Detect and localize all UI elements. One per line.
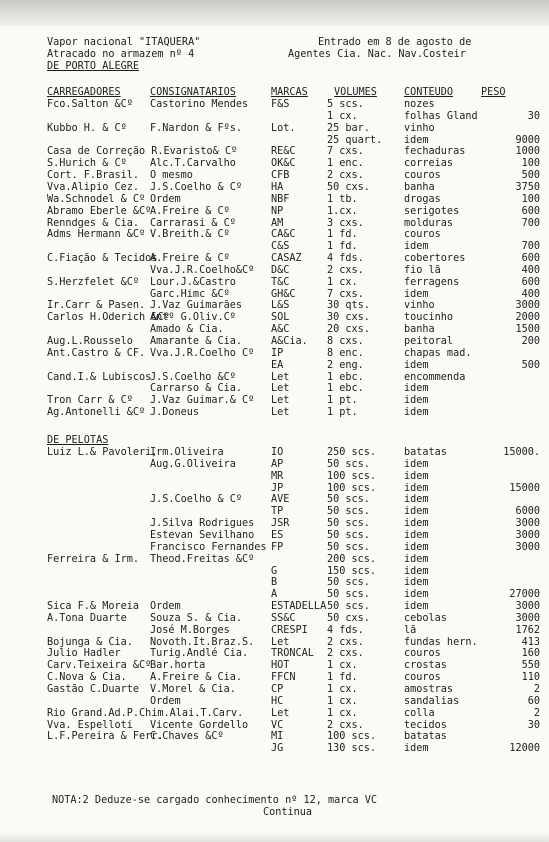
conteudo-cell: vinho [404, 122, 435, 134]
carregador-cell: Rio Grand.Ad.P.Chim.Alai.T.Carv. [47, 707, 244, 719]
volumes-cell: 50 scs. [327, 529, 370, 541]
peso-cell: 6000 [515, 506, 540, 518]
peso-cell: 1500 [515, 324, 540, 336]
consignatario-cell: Carrarso & Cia. [150, 383, 243, 395]
marca-cell: G [271, 565, 278, 577]
peso-cell: 12000 [509, 743, 540, 755]
marca-cell: TRONCAL [271, 648, 314, 660]
marca-cell: FFCN [271, 672, 296, 684]
conteudo-cell: folhas Gland [404, 110, 478, 122]
marca-cell: Let [271, 636, 290, 648]
volumes-cell: 100 scs. [327, 731, 377, 743]
peso-cell: 15000. [503, 447, 540, 458]
carregador-cell: Casa de Correção R.Evaristo& Cº [47, 146, 238, 158]
peso-cell: 3000 [515, 601, 540, 613]
peso-cell: 100 [521, 193, 540, 205]
volumes-cell: 8 enc. [327, 347, 364, 359]
peso-cell: 600 [521, 205, 540, 217]
marca-cell: T&C [271, 276, 290, 288]
volumes-cell: 2 cxs. [327, 636, 364, 648]
carregador-cell: Aug.L.Rousselo [47, 336, 133, 347]
peso-cell: 30 [527, 110, 540, 122]
peso-cell: 600 [521, 276, 540, 288]
conteudo-cell: banha [404, 181, 435, 193]
conteudo-cell: idem [404, 565, 429, 577]
conteudo-cell: couros [404, 672, 441, 684]
marca-cell: HOT [271, 660, 290, 672]
carregador-cell: Sica F.& Moreia [47, 601, 140, 613]
consignatario-cell: J.Vaz Guimarães [150, 300, 243, 312]
marca-cell: Lot. [271, 122, 296, 134]
peso-cell: 160 [521, 648, 540, 660]
marca-cell: JP [271, 482, 284, 494]
volumes-cell: 8 cxs. [327, 336, 364, 347]
conteudo-cell: correias [404, 158, 454, 170]
carregador-cell: Ir.Carr & Pasen. [47, 300, 146, 312]
volumes-cell: 1 cx. [327, 660, 358, 672]
volumes-cell: 2 cxs. [327, 719, 364, 731]
marca-cell: Let [271, 371, 290, 383]
volumes-cell: 30 qts. [327, 300, 370, 312]
peso-cell: 400 [521, 264, 540, 276]
volumes-cell: 1.cx. [327, 205, 358, 217]
volumes-cell: 250 scs. [327, 447, 377, 458]
consignatario-cell: Amado & Cia. [150, 324, 224, 336]
volumes-cell: 1 pt. [327, 407, 358, 419]
conteudo-cell: idem [404, 395, 429, 407]
peso-cell: 1762 [515, 624, 540, 636]
conteudo-cell: idem [404, 743, 429, 755]
consignatario-cell: Vicente Gordello [150, 719, 249, 731]
conteudo-cell: tecidos [404, 719, 447, 731]
consignatario-cell: J.S.Coelho &Cº [150, 371, 236, 383]
carregador-cell: Ag.Antonelli &Cº [47, 407, 146, 419]
consignatario-cell: V.Morel & Cia. [150, 684, 236, 695]
conteudo-cell: fechaduras [404, 146, 466, 158]
conteudo-cell: idem [404, 407, 429, 419]
col-header-conteudo: CONTEUDO [404, 87, 454, 98]
consignatario-cell: F.Nardon & Fºs. [150, 122, 243, 134]
volumes-cell: 50 scs. [327, 601, 370, 613]
footer-note: NOTA:2 Deduze-se cargado conhecimento nº 12, marca VC [52, 795, 378, 806]
conteudo-cell: ferragens [404, 276, 460, 288]
marca-cell: NBF [271, 193, 290, 205]
volumes-cell: 50 scs. [327, 589, 370, 601]
peso-cell: 27000 [509, 589, 540, 601]
conteudo-cell: idem [404, 589, 429, 601]
peso-cell: 3000 [515, 529, 540, 541]
peso-cell: 1000 [515, 146, 540, 158]
conteudo-cell: batatas [404, 731, 447, 743]
peso-cell: 400 [521, 288, 540, 300]
marca-cell: C&S [271, 241, 290, 253]
volumes-cell: 2 cxs. [327, 264, 364, 276]
arrival-date: Entrado em 8 de agosto de [318, 37, 472, 48]
volumes-cell: 50 cxs. [327, 181, 370, 193]
consignatario-cell: Ordem [150, 193, 181, 205]
peso-cell: 9000 [515, 134, 540, 146]
volumes-cell: 1 ebc. [327, 383, 364, 395]
peso-cell: 700 [521, 217, 540, 229]
carregador-cell: Tron Carr & Cº [47, 395, 133, 407]
volumes-cell: 50 scs. [327, 506, 370, 518]
col-header-consignatarios: CONSIGNATARIOS [150, 87, 236, 98]
carregador-cell: Cort. F.Brasil. [47, 170, 140, 182]
volumes-cell: 1 fd. [327, 241, 358, 253]
peso-cell: 600 [521, 253, 540, 265]
footer-continua: Continua [263, 807, 313, 818]
consignatario-cell: A.Freire & Cº [150, 253, 230, 265]
volumes-cell: 1 cx. [327, 707, 358, 719]
marca-cell: ESTADELLA [271, 601, 327, 613]
conteudo-cell: idem [404, 553, 429, 565]
volumes-cell: 50 scs. [327, 577, 370, 589]
consignatario-cell: A.Freire & Cia. [150, 672, 243, 684]
conteudo-cell: idem [404, 529, 429, 541]
conteudo-cell: serigotes [404, 205, 460, 217]
volumes-cell: 2 cxs. [327, 648, 364, 660]
carregador-cell: Vva.Alipio Cez. [47, 181, 140, 193]
carregador-cell: Fco.Salton &Cº [47, 99, 133, 110]
marca-cell: D&C [271, 264, 290, 276]
volumes-cell: 2 cxs. [327, 170, 364, 182]
volumes-cell: 150 scs. [327, 565, 377, 577]
conteudo-cell: cobertores [404, 253, 466, 265]
marca-cell: CFB [271, 170, 290, 182]
carregador-cell: Carv.Teixeira &Cº [47, 660, 152, 672]
conteudo-cell: cebolas [404, 612, 447, 624]
consignatario-cell: Theod.Freitas &Cº [150, 553, 255, 565]
consignatario-cell: Castorino Mendes [150, 99, 249, 110]
consignatario-cell: J.S.Coelho & Cº [150, 181, 243, 193]
conteudo-cell: couros [404, 229, 441, 241]
peso-cell: 100 [521, 158, 540, 170]
carregador-cell: C.Nova & Cia. [47, 672, 127, 684]
consignatario-cell: O mesmo [150, 170, 193, 182]
conteudo-cell: toucinho [404, 312, 454, 324]
volumes-cell: 1 tb. [327, 193, 358, 205]
conteudo-cell: molduras [404, 217, 454, 229]
conteudo-cell: fundas hern. [404, 636, 478, 648]
volumes-cell: 20 cxs. [327, 324, 370, 336]
consignatario-cell: Antº G.Oliv.Cº [150, 312, 236, 324]
consignatario-cell: Carrarasi & Cº [150, 217, 236, 229]
volumes-cell: 4 fds. [327, 624, 364, 636]
consignatario-cell: Amarante & Cia. [150, 336, 243, 347]
consignatario-cell: J.S.Coelho & Cº [150, 494, 243, 506]
carregador-cell: Renndges & Cia. [47, 217, 140, 229]
marca-cell: CASAZ [271, 253, 302, 265]
volumes-cell: 3 cxs. [327, 217, 364, 229]
conteudo-cell: idem [404, 577, 429, 589]
conteudo-cell: idem [404, 494, 429, 506]
volumes-cell: 1 fd. [327, 672, 358, 684]
marca-cell: IO [271, 447, 284, 458]
carregador-cell: Ant.Castro & CF. [47, 347, 146, 359]
marca-cell: CRESPI [271, 624, 308, 636]
marca-cell: IP [271, 347, 284, 359]
volumes-cell: 1 ebc. [327, 371, 364, 383]
consignatario-cell: José M.Borges [150, 624, 230, 636]
carregador-cell: C.Fiação & Tecidos [47, 253, 158, 265]
marca-cell: TP [271, 506, 284, 518]
consignatario-cell: Lour.J.&Castro [150, 276, 236, 288]
carregador-cell: Ferreira & Irm. [47, 553, 140, 565]
marca-cell: F&S [271, 99, 290, 110]
marca-cell: MI [271, 731, 284, 743]
col-header-peso: PESO [481, 87, 506, 98]
col-header-marcas: MARCAS [271, 87, 308, 98]
conteudo-cell: amostras [404, 684, 454, 695]
consignatario-cell: Vva.J.R.Coelho&Cº [150, 264, 255, 276]
volumes-cell: 7 cxs. [327, 288, 364, 300]
marca-cell: GH&C [271, 288, 296, 300]
carregador-cell: Wa.Schnodel & Cº [47, 193, 146, 205]
peso-cell: 200 [521, 336, 540, 347]
marca-cell: MR [271, 470, 284, 482]
conteudo-cell: nozes [404, 99, 435, 110]
carregador-cell: Luiz L.& Pavoleri, [47, 447, 158, 458]
volumes-cell: 50 scs. [327, 458, 370, 470]
consignatario-cell: Ordem [150, 601, 181, 613]
consignatario-cell: J.Vaz Guimar.& Cº [150, 395, 255, 407]
consignatario-cell: Aug.G.Oliveira [150, 458, 236, 470]
marca-cell: A&Cia. [271, 336, 308, 347]
consignatario-cell: Francisco Fernandes [150, 541, 267, 553]
volumes-cell: 100 scs. [327, 470, 377, 482]
carregador-cell: Julio Hadler [47, 648, 121, 660]
conteudo-cell: peitoral [404, 336, 454, 347]
volumes-cell: 50 scs. [327, 518, 370, 530]
conteudo-cell: idem [404, 383, 429, 395]
conteudo-cell: idem [404, 134, 429, 146]
carregador-cell: L.F.Pereira & Ferr. [47, 731, 164, 743]
marca-cell: EA [271, 359, 284, 371]
volumes-cell: 25 quart. [327, 134, 383, 146]
consignatario-cell: Ordem [150, 695, 181, 707]
volumes-cell: 1 cx. [327, 695, 358, 707]
conteudo-cell: encommenda [404, 371, 466, 383]
peso-cell: 110 [521, 672, 540, 684]
marca-cell: HC [271, 695, 284, 707]
conteudo-cell: idem [404, 506, 429, 518]
peso-cell: 15000 [509, 482, 540, 494]
marca-cell: Let [271, 383, 290, 395]
consignatario-cell: A.Freire & Cº [150, 205, 230, 217]
conteudo-cell: colla [404, 707, 435, 719]
peso-cell: 3000 [515, 300, 540, 312]
conteudo-cell: drogas [404, 193, 441, 205]
marca-cell: A&C [271, 324, 290, 336]
peso-cell: 3000 [515, 518, 540, 530]
marca-cell: Let [271, 707, 290, 719]
volumes-cell: 1 pt. [327, 395, 358, 407]
volumes-cell: 130 scs. [327, 743, 377, 755]
conteudo-cell: idem [404, 458, 429, 470]
peso-cell: 2 [533, 684, 540, 695]
carregador-cell: S.Herzfelet &Cº [47, 276, 140, 288]
volumes-cell: 50 scs. [327, 494, 370, 506]
marca-cell: AP [271, 458, 284, 470]
origin-porto-alegre: DE PORTO ALEGRE [47, 61, 140, 72]
marca-cell: NP [271, 205, 284, 217]
marca-cell: OK&C [271, 158, 296, 170]
consignatario-cell: Garc.Himc &Cº [150, 288, 230, 300]
conteudo-cell: idem [404, 518, 429, 530]
marca-cell: A [271, 589, 278, 601]
consignatario-cell: Alc.T.Carvalho [150, 158, 236, 170]
consignatario-cell: J.Doneus [150, 407, 200, 419]
consignatario-cell: Bar.horta [150, 660, 206, 672]
consignatario-cell: Estevan Sevilhano [150, 529, 255, 541]
marca-cell: SS&C [271, 612, 296, 624]
carregador-cell: S.Hurich & Cº [47, 158, 127, 170]
consignatario-cell: J.Silva Rodrigues [150, 518, 255, 530]
top-scan-shadow [0, 0, 549, 26]
marca-cell: SOL [271, 312, 290, 324]
marca-cell: Let [271, 395, 290, 407]
conteudo-cell: crostas [404, 660, 447, 672]
carregador-cell: Abramo Eberle &Cº [47, 205, 152, 217]
consignatario-cell: C.Chaves &Cº [150, 731, 224, 743]
carregador-cell: Cand.I.& Lubiscos [47, 371, 152, 383]
carregador-cell: A.Tona Duarte [47, 612, 127, 624]
conteudo-cell: idem [404, 288, 429, 300]
peso-cell: 30 [527, 719, 540, 731]
marca-cell: RE&C [271, 146, 296, 158]
peso-cell: 2000 [515, 312, 540, 324]
peso-cell: 60 [527, 695, 540, 707]
peso-cell: 500 [521, 170, 540, 182]
ship-name: Vapor nacional "ITAQUERA" [47, 37, 201, 48]
marca-cell: Let [271, 407, 290, 419]
marca-cell: JSR [271, 518, 290, 530]
volumes-cell: 1 enc. [327, 158, 364, 170]
carregador-cell: Bojunga & Cia. [47, 636, 133, 648]
carregador-cell: Carlos H.Oderich &Cº [47, 312, 170, 324]
conteudo-cell: lã [404, 624, 417, 636]
col-header-carregadores: CARREGADORES [47, 87, 121, 98]
volumes-cell: 1 cx. [327, 684, 358, 695]
marca-cell: AVE [271, 494, 290, 506]
conteudo-cell: banha [404, 324, 435, 336]
origin-pelotas: DE PELOTAS [47, 435, 109, 446]
peso-cell: 3000 [515, 612, 540, 624]
marca-cell: CP [271, 684, 284, 695]
marca-cell: VC [271, 719, 284, 731]
peso-cell: 2 [533, 707, 540, 719]
volumes-cell: 1 cx. [327, 276, 358, 288]
conteudo-cell: vinho [404, 300, 435, 312]
conteudo-cell: fio lã [404, 264, 441, 276]
volumes-cell: 200 scs. [327, 553, 377, 565]
consignatario-cell: Vva.J.R.Coelho Cº [150, 347, 255, 359]
carregador-cell: Vva. Espelloti [47, 719, 133, 731]
conteudo-cell: idem [404, 541, 429, 553]
consignatario-cell: V.Breith.& Cº [150, 229, 230, 241]
volumes-cell: 5 scs. [327, 99, 364, 110]
conteudo-cell: couros [404, 648, 441, 660]
carregador-cell: Adms Hermann &Cº [47, 229, 146, 241]
volumes-cell: 1 cx. [327, 110, 358, 122]
volumes-cell: 7 cxs. [327, 146, 364, 158]
conteudo-cell: sandalias [404, 695, 460, 707]
warehouse-line: Atracado no armazem nº 4 [47, 49, 195, 60]
marca-cell: L&S [271, 300, 290, 312]
carregador-cell: Kubbo H. & Cº [47, 122, 127, 134]
marca-cell: JG [271, 743, 284, 755]
carregador-cell: Gastão C.Duarte [47, 684, 140, 695]
agents-line: Agentes Cia. Nac. Nav.Costeir [288, 49, 466, 60]
peso-cell: 413 [521, 636, 540, 648]
volumes-cell: 100 scs. [327, 482, 377, 494]
volumes-cell: 25 bar. [327, 122, 370, 134]
conteudo-cell: idem [404, 482, 429, 494]
peso-cell: 550 [521, 660, 540, 672]
marca-cell: CA&C [271, 229, 296, 241]
consignatario-cell: Souza S. & Cia. [150, 612, 243, 624]
volumes-cell: 4 fds. [327, 253, 364, 265]
marca-cell: ES [271, 529, 284, 541]
consignatario-cell: Irm.Oliveira [150, 447, 224, 458]
bottom-scan-shadow [0, 832, 549, 842]
conteudo-cell: idem [404, 359, 429, 371]
conteudo-cell: idem [404, 470, 429, 482]
peso-cell: 500 [521, 359, 540, 371]
marca-cell: FP [271, 541, 284, 553]
conteudo-cell: chapas mad. [404, 347, 472, 359]
conteudo-cell: idem [404, 601, 429, 613]
volumes-cell: 30 cxs. [327, 312, 370, 324]
peso-cell: 3000 [515, 541, 540, 553]
volumes-cell: 50 cxs. [327, 612, 370, 624]
conteudo-cell: couros [404, 170, 441, 182]
volumes-cell: 50 scs. [327, 541, 370, 553]
marca-cell: B [271, 577, 278, 589]
peso-cell: 700 [521, 241, 540, 253]
peso-cell: 3750 [515, 181, 540, 193]
consignatario-cell: Novoth.It.Braz.S. [150, 636, 255, 648]
marca-cell: HA [271, 181, 284, 193]
col-header-volumes: VOLUMES [334, 87, 377, 98]
volumes-cell: 2 eng. [327, 359, 364, 371]
marca-cell: AM [271, 217, 284, 229]
consignatario-cell: Turig.Andlé Cia. [150, 648, 249, 660]
conteudo-cell: batatas [404, 447, 447, 458]
volumes-cell: 1 fd. [327, 229, 358, 241]
conteudo-cell: idem [404, 241, 429, 253]
